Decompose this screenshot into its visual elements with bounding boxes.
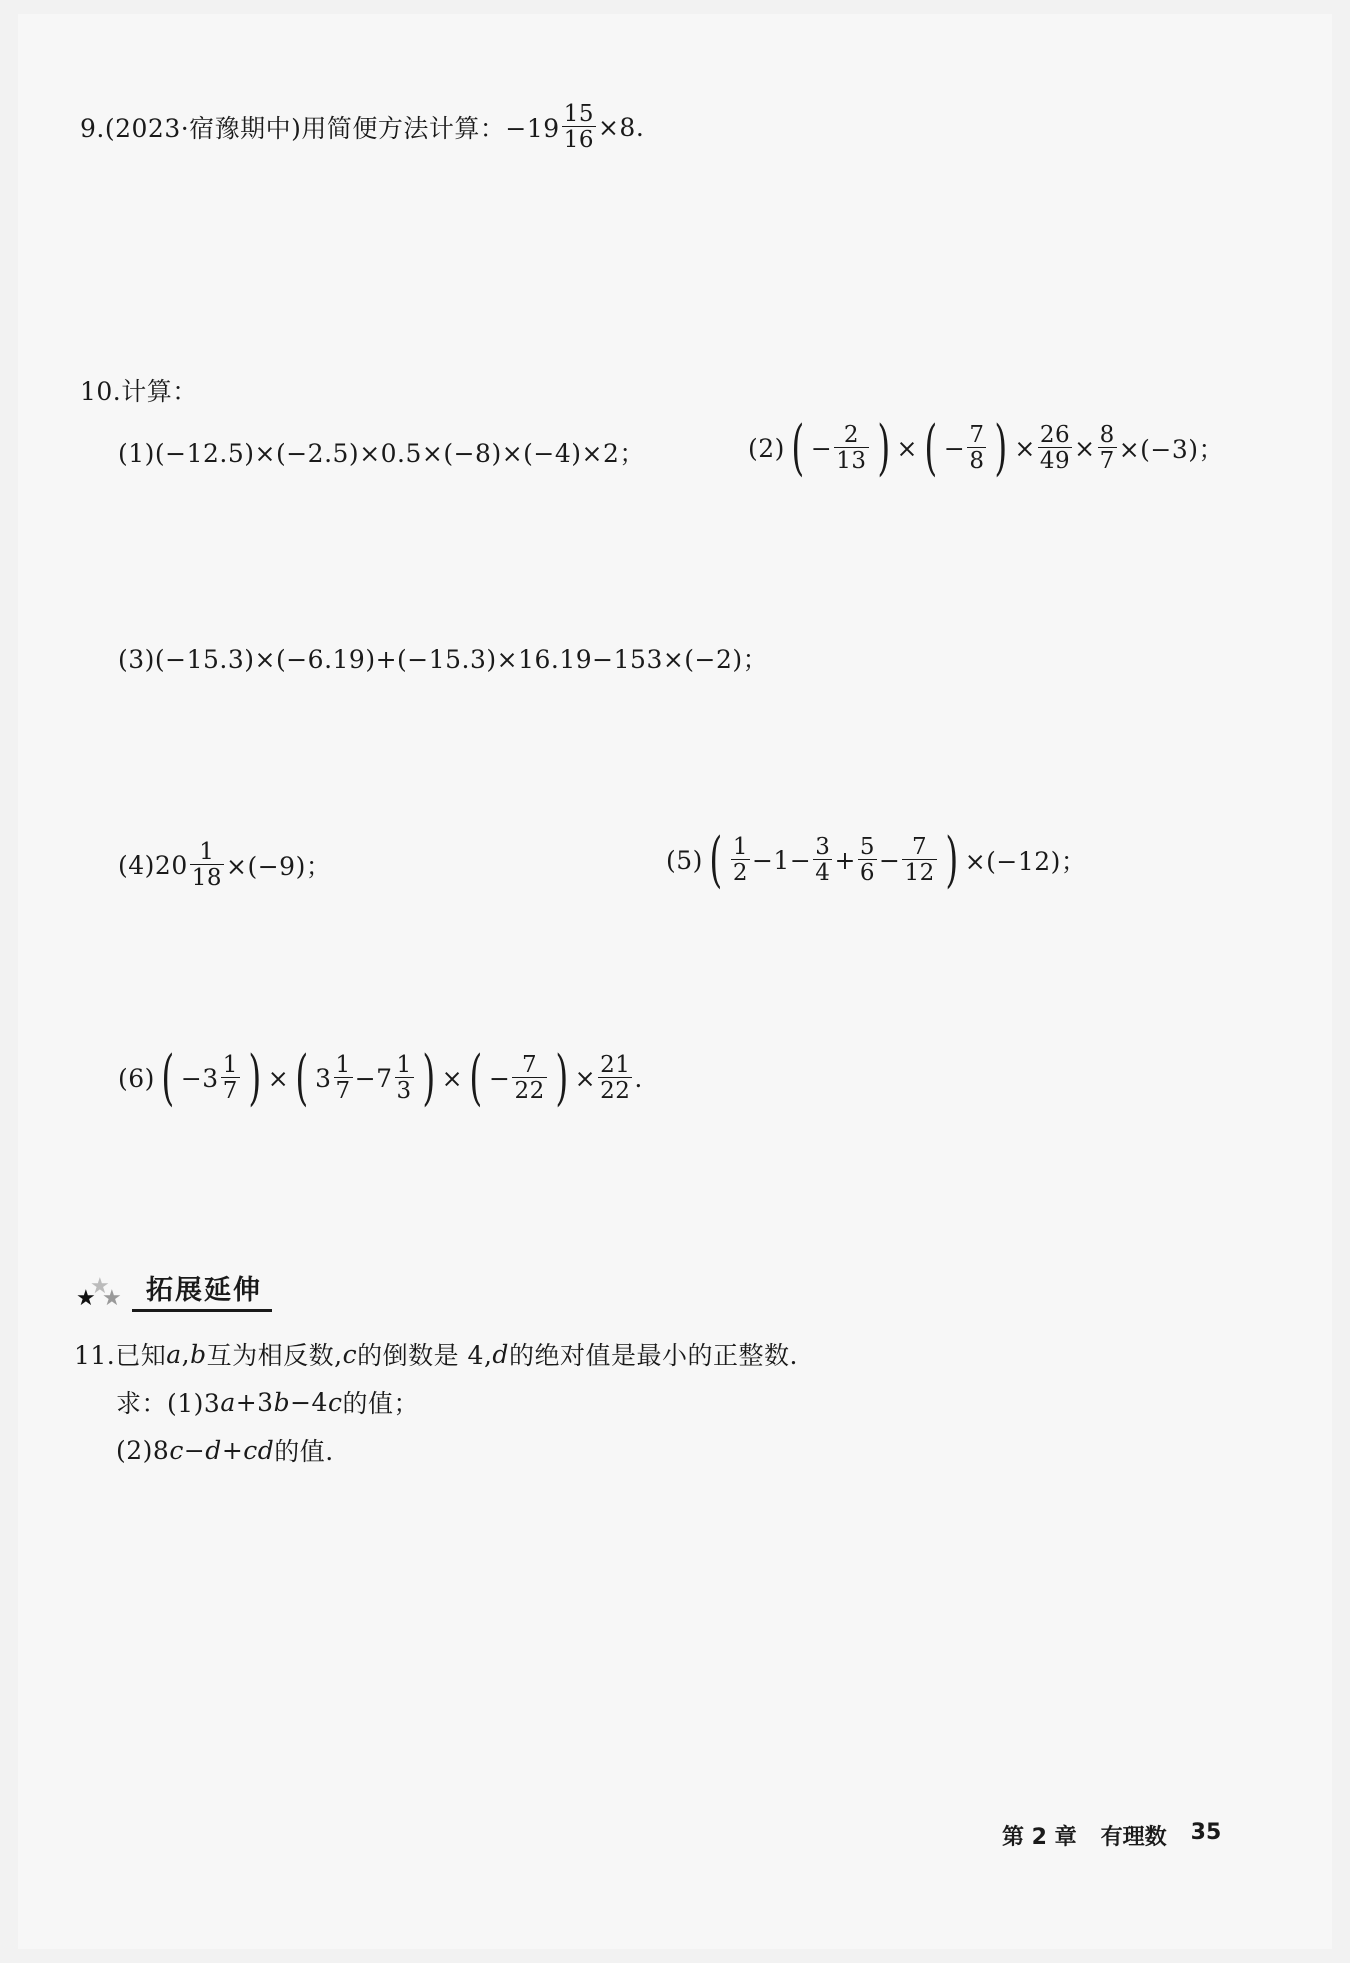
- paren-open: (: [295, 1043, 309, 1113]
- q10-p3-text: (3)(−15.3)×(−6.19)+(−15.3)×16.19−153×(−2)；: [118, 645, 769, 674]
- q10-p5-frac-1: [731, 835, 750, 885]
- frac-num: 1: [199, 839, 215, 865]
- q11-text: 的绝对值是最小的正整数.: [508, 1341, 798, 1370]
- q10-part-1: [118, 434, 645, 470]
- frac-num: 5: [859, 833, 876, 860]
- q10-p1-text: (1)(−12.5)×(−2.5)×0.5×(−8)×(−4)×2；: [118, 439, 645, 468]
- q10-p2-frac-d: [1098, 423, 1117, 473]
- section-heading: [72, 1272, 272, 1312]
- question-11-line-2: [116, 1384, 419, 1420]
- paren-open: (: [469, 1043, 483, 1113]
- q10-p4-frac: [190, 840, 224, 890]
- q10-p6-frac-d: [598, 1053, 632, 1103]
- q11-text: 的值；: [342, 1389, 419, 1418]
- frac-num: 21: [600, 1051, 631, 1078]
- frac-den: 3: [396, 1078, 412, 1104]
- paren-close: ): [555, 1043, 569, 1113]
- frac-den: 7: [335, 1078, 351, 1104]
- frac-den: 13: [836, 448, 867, 474]
- frac-den: 6: [859, 860, 876, 886]
- q11-text: −: [183, 1435, 206, 1465]
- frac-num: 1: [732, 833, 748, 860]
- paren-close: ): [876, 413, 891, 483]
- frac-den: 18: [191, 865, 223, 892]
- var-b: b: [273, 1387, 291, 1417]
- times-sign: ×: [1074, 433, 1096, 463]
- frac-num: 8: [1099, 421, 1115, 448]
- var-a: a: [166, 1339, 182, 1369]
- chapter-topic: 有理数: [1100, 1825, 1167, 1850]
- q11-sep: ,: [181, 1339, 191, 1369]
- q9-frac-num: 15: [563, 101, 594, 127]
- q10-p5-frac-2: [813, 835, 832, 885]
- var-c: c: [327, 1387, 343, 1417]
- q11-text: 的倒数是 4,: [357, 1341, 493, 1370]
- frac-den: 4: [815, 860, 831, 886]
- frac-num: 1: [396, 1051, 412, 1078]
- var-d: d: [492, 1339, 509, 1369]
- q11-text: 求：(1)3: [116, 1389, 221, 1418]
- q11-text: (2)8: [116, 1435, 170, 1465]
- q10-p5-frac-3: [858, 835, 877, 885]
- q10-part-3: [118, 640, 768, 676]
- q10-p5-op: +: [834, 845, 856, 875]
- paren-close: ): [248, 1043, 262, 1113]
- times-sign: ×: [1014, 433, 1036, 463]
- q9-suffix: ×8.: [597, 112, 645, 142]
- var-a: a: [220, 1387, 236, 1417]
- q10-p5-label: (5): [666, 845, 703, 875]
- q11-text: 的值.: [274, 1437, 334, 1466]
- q11-text: −4: [290, 1387, 328, 1417]
- q10-p2-frac-c: [1038, 423, 1072, 473]
- q10-p6-frac-b: [334, 1053, 353, 1103]
- q10-title: 10.计算：: [80, 377, 198, 406]
- paren-close: ): [422, 1043, 436, 1113]
- q10-p2-sign: −: [943, 433, 966, 463]
- frac-den: 12: [904, 860, 935, 886]
- page-number: 35: [1190, 1820, 1222, 1845]
- frac-den: 7: [222, 1078, 238, 1104]
- q10-p2-frac-a: [834, 423, 868, 473]
- var-c: c: [342, 1339, 358, 1369]
- q10-part-5: [666, 825, 1087, 895]
- q10-p4-label: (4)20: [118, 850, 188, 880]
- question-11-line-3: [116, 1432, 334, 1468]
- q10-p6-frac-a: [221, 1053, 240, 1103]
- q10-p6-int: 3: [315, 1063, 332, 1093]
- q10-p4-tail: ×(−9)；: [226, 852, 332, 882]
- q10-p5-frac-4: [902, 835, 936, 885]
- frac-num: 26: [1039, 421, 1071, 448]
- times-sign: ×: [267, 1063, 290, 1093]
- q10-p2-sign: −: [810, 433, 833, 463]
- q9-fraction: [562, 102, 596, 152]
- paren-open: (: [709, 825, 723, 895]
- q10-p6-frac-c: [512, 1053, 546, 1103]
- q10-p2-tail: ×(−3)；: [1118, 435, 1225, 464]
- question-9: [80, 102, 644, 152]
- frac-num: 7: [522, 1051, 538, 1078]
- frac-num: 2: [843, 421, 859, 448]
- q11-text: +: [221, 1435, 244, 1465]
- frac-den: 8: [969, 448, 985, 474]
- var-c: c: [169, 1435, 184, 1465]
- question-10-title: [80, 372, 198, 408]
- frac-den: 22: [600, 1078, 631, 1104]
- frac-num: 1: [335, 1051, 351, 1078]
- question-11-line-1: [74, 1336, 798, 1372]
- frac-den: 22: [514, 1078, 545, 1104]
- paren-open: (: [924, 413, 938, 483]
- times-sign: ×: [574, 1063, 597, 1093]
- frac-num: 3: [815, 833, 831, 860]
- q10-p2-label: (2): [748, 433, 785, 463]
- q11-text: 11.已知: [74, 1341, 167, 1370]
- q11-text: 互为相反数,: [206, 1341, 343, 1370]
- frac-num: 7: [969, 421, 985, 448]
- paren-open: (: [161, 1043, 175, 1113]
- chapter-label: 第 2 章: [1002, 1825, 1077, 1850]
- stars-icon: ★ ★ ★: [76, 1274, 122, 1311]
- q11-text: +3: [235, 1387, 274, 1417]
- times-sign: ×: [896, 433, 918, 463]
- paren-close: ): [994, 413, 1009, 483]
- paren-close: ): [945, 825, 959, 895]
- q10-p5-op: −1−: [751, 845, 812, 875]
- frac-num: 7: [912, 833, 928, 860]
- q10-p6-sign: −: [488, 1063, 511, 1093]
- frac-num: 1: [222, 1051, 238, 1078]
- var-cd: cd: [243, 1435, 275, 1465]
- q10-part-2: [748, 413, 1225, 483]
- q10-p6-frac-b2: [395, 1053, 414, 1103]
- q10-part-4: [118, 840, 331, 890]
- q10-part-6: [118, 1043, 643, 1113]
- times-sign: ×: [441, 1063, 464, 1093]
- paren-open: (: [791, 413, 805, 483]
- q9-frac-den: 16: [563, 127, 594, 154]
- frac-den: 7: [1099, 448, 1115, 474]
- q10-p2-frac-b: [967, 423, 986, 473]
- q10-p5-tail: ×(−12)；: [964, 847, 1087, 876]
- q10-p6-int: −3: [180, 1063, 219, 1093]
- frac-den: 49: [1039, 448, 1071, 474]
- textbook-page: [18, 14, 1332, 1949]
- section-title: 拓展延伸: [132, 1268, 272, 1312]
- var-b: b: [190, 1339, 207, 1369]
- frac-den: 2: [732, 860, 748, 886]
- q10-p6-int: −7: [354, 1063, 393, 1093]
- var-d: d: [205, 1435, 222, 1465]
- q9-text: 9.(2023·宿豫期中)用简便方法计算：−19: [80, 114, 560, 144]
- q10-p5-op: −: [879, 845, 901, 875]
- q10-p6-dot: .: [634, 1063, 643, 1093]
- q10-p6-label: (6): [118, 1063, 155, 1093]
- page-footer: [1002, 1820, 1221, 1851]
